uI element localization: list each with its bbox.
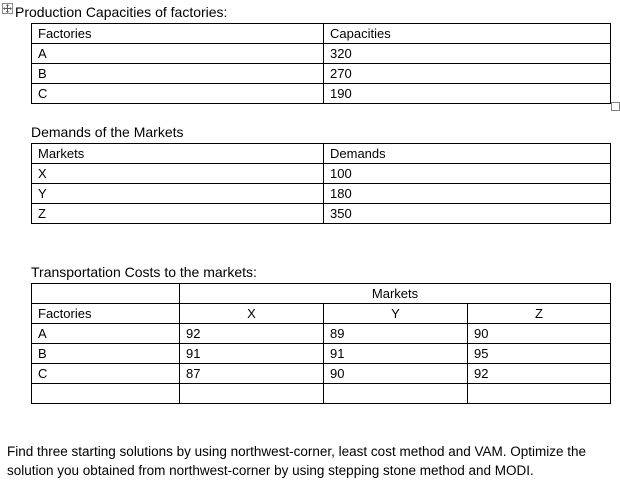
capacities-table [31,23,611,104]
table-row [32,284,611,304]
table-cell: 90 [468,324,611,344]
table-cell: 190 [324,84,611,104]
table-move-icon[interactable] [2,3,13,14]
table-row [32,24,611,44]
table-header-cell: X [180,304,324,324]
table-row [32,44,611,64]
table-row [32,64,611,84]
demands-table [31,143,611,224]
table-header-cell: Capacities [324,24,611,44]
table-header-cell: Z [468,304,611,324]
markets-group-header: Markets [180,284,611,304]
table-row [32,344,611,364]
table-cell: B [32,344,180,364]
table-cell: 91 [324,344,468,364]
table-row [32,304,611,324]
table-cell: 87 [180,364,324,384]
costs-title: Transportation Costs to the markets: [31,264,257,280]
table-cell: 91 [180,344,324,364]
table-cell: 92 [468,364,611,384]
table-cell [32,384,180,404]
table-row [32,84,611,104]
table-header-cell: Y [324,304,468,324]
table-cell: 350 [324,204,611,224]
table-header-cell: Markets [32,144,324,164]
table-cell: 92 [180,324,324,344]
table-row [32,384,611,404]
instructions-paragraph: Find three starting solutions by using northwest-corner, least cost method and VAM. Optimize the solution you obtained from northwest-corner by using stepping stone method and MODI. [7,444,587,478]
table-cell: 270 [324,64,611,84]
table-row [32,164,611,184]
table-cell [324,384,468,404]
table-cell: A [32,324,180,344]
table-cell: 320 [324,44,611,64]
table-cell: 95 [468,344,611,364]
table-cell [32,284,180,304]
table-resize-icon[interactable] [611,102,620,111]
table-cell: B [32,64,324,84]
table-cell: Z [32,204,324,224]
table-cell: A [32,44,324,64]
table-cell: C [32,364,180,384]
table-cell [180,384,324,404]
costs-table [31,283,611,404]
table-cell: X [32,164,324,184]
table-header-cell: Factories [32,24,324,44]
capacities-title: Production Capacities of factories: [15,4,228,20]
table-row [32,204,611,224]
table-cell: 90 [324,364,468,384]
table-cell [468,384,611,404]
table-cell: 89 [324,324,468,344]
table-cell: 100 [324,164,611,184]
table-row [32,364,611,384]
table-row [32,324,611,344]
table-row [32,184,611,204]
table-cell: Y [32,184,324,204]
table-cell: C [32,84,324,104]
table-header-cell: Demands [324,144,611,164]
demands-title: Demands of the Markets [31,124,184,140]
table-cell: 180 [324,184,611,204]
table-row [32,144,611,164]
table-header-cell: Factories [32,304,180,324]
